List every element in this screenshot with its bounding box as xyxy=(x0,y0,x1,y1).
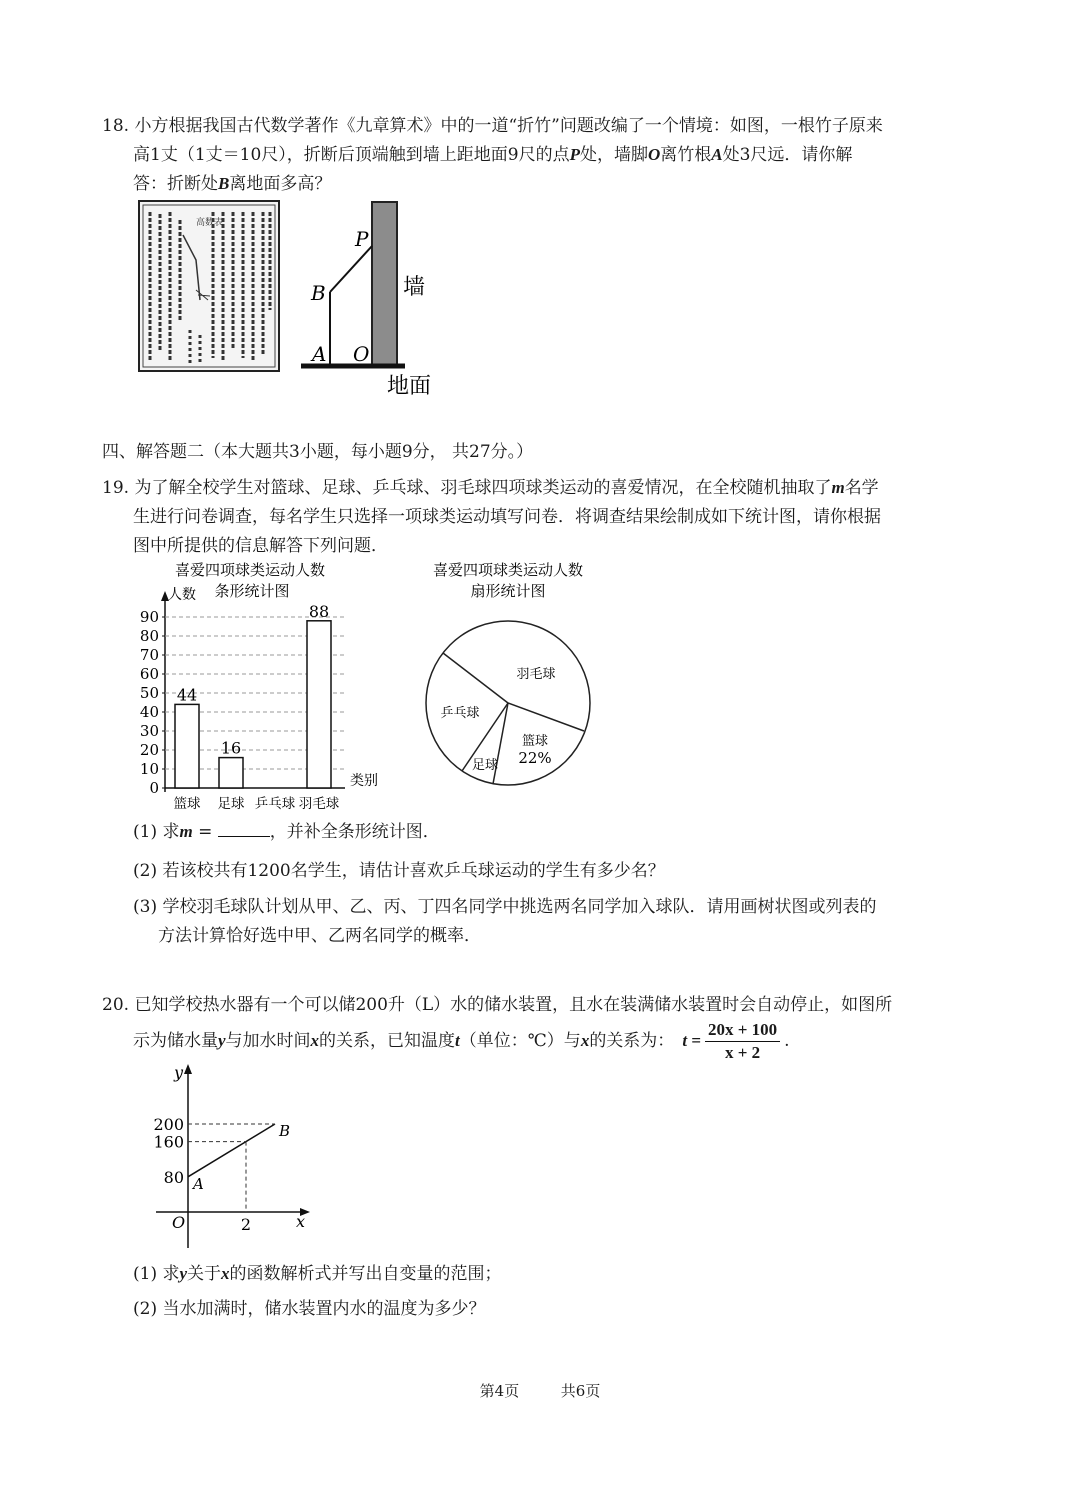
bar-y-tick-label: 80 xyxy=(139,627,159,645)
axis-y-label: y xyxy=(174,1063,184,1082)
answer-blank[interactable] xyxy=(218,820,270,837)
bar-category-label: 篮球 xyxy=(173,796,201,812)
var-y-2: y xyxy=(179,1264,188,1283)
x-tick-label: 2 xyxy=(240,1215,252,1234)
var-y: y xyxy=(218,1031,226,1050)
q19-text-2: 生进行问卷调查，每名学生只选择一项球类运动填写问卷．将调查结果绘制成如下统计图，请你根据 xyxy=(133,507,881,527)
label-a: A xyxy=(312,342,327,366)
q19-sub3-text-a: (3) 学校羽毛球队计划从甲、乙、丙、丁四名同学中挑选两名同学加入球队．请用画树状图或列表的 xyxy=(133,897,877,917)
q19-sub-3 xyxy=(133,893,876,921)
q20-line-1 xyxy=(102,991,892,1019)
q20-sub-1 xyxy=(133,1260,502,1288)
y-tick-label: 80 xyxy=(163,1167,184,1187)
bar-category-label: 乒乓球 xyxy=(254,796,296,812)
q18-text-1: 18. 小方根据我国古代数学著作《九章算术》中的一道“折竹”问题改编了一个情境：如图，一根竹子原来 xyxy=(102,116,883,136)
var-m-2: m xyxy=(179,822,193,841)
y-axis-arrow xyxy=(184,1064,192,1074)
bar-y-tick-label: 40 xyxy=(139,703,159,721)
bar-y-tick-label: 0 xyxy=(149,779,159,797)
pie-label-football: 足球 xyxy=(471,758,499,773)
q19-text-1b: 名学 xyxy=(844,478,879,498)
origin-label: O xyxy=(172,1213,186,1232)
pie-chart-title: 喜爱四项球类运动人数 xyxy=(432,561,584,579)
var-o: O xyxy=(647,145,661,164)
pie-divider-2 xyxy=(508,703,584,731)
q19-line-2 xyxy=(133,503,881,531)
q18-text-3b: 离地面多高？ xyxy=(229,174,332,194)
bar-chart-xlabel: 类别 xyxy=(350,773,378,789)
bar-y-tick-label: 30 xyxy=(139,722,159,740)
q18-line-1 xyxy=(102,112,883,140)
q19-sub1-text-b: ，并补全条形统计图． xyxy=(269,822,440,842)
y-tick-label: 160 xyxy=(153,1132,184,1152)
var-x: x xyxy=(310,1031,320,1050)
var-a: A xyxy=(711,145,723,164)
q19-sub2-text: (2) 若该校共有1200名学生，请估计喜欢乒乓球运动的学生有多少名？ xyxy=(133,861,665,881)
fraction-numerator: 20x + 100 xyxy=(705,1019,780,1042)
bar-plot-area xyxy=(140,591,345,812)
var-x-2: x xyxy=(580,1031,590,1050)
q20-line-2 xyxy=(133,1017,790,1065)
fraction-denominator: x + 2 xyxy=(724,1043,761,1062)
page-footer xyxy=(0,1380,1080,1401)
bar-value-label: 88 xyxy=(308,601,330,621)
pie-divider-1 xyxy=(443,653,508,703)
var-x-3: x xyxy=(221,1264,230,1283)
label-ground: 地面 xyxy=(387,374,432,399)
bar-chart-ylabel: 人数 xyxy=(168,587,196,603)
axis-x-label: x xyxy=(296,1212,306,1231)
q19-sub1-text-a: (1) 求 xyxy=(133,822,180,842)
q20-text-2d: （单位：℃）与 xyxy=(459,1031,581,1051)
eq-lhs: t = xyxy=(682,1031,701,1050)
line-segment-ab xyxy=(188,1124,275,1177)
section-4-title xyxy=(102,438,533,466)
pie-label-basketball: 篮球 xyxy=(521,734,549,749)
bar-y-tick-label: 20 xyxy=(139,741,159,759)
point-label-b: B xyxy=(279,1122,291,1140)
q20-sub2-text: (2) 当水加满时，储水装置内水的温度为多少？ xyxy=(133,1299,486,1319)
wall xyxy=(372,202,397,366)
bar-chart-subtitle: 条形统计图 xyxy=(214,582,290,600)
footer-page: 第4页 xyxy=(479,1382,520,1400)
label-o: O xyxy=(353,342,370,366)
bar xyxy=(175,704,199,788)
q20-sub-2 xyxy=(133,1295,485,1323)
var-p: P xyxy=(569,145,580,164)
q20-text-2c: 的关系，已知温度 xyxy=(319,1031,456,1051)
label-wall: 墙 xyxy=(403,275,426,300)
q20-text-1: 20. 已知学校热水器有一个可以储200升（L）水的储水装置，且水在装满储水装置时会自动停止，如图所 xyxy=(102,995,893,1015)
bar-y-tick-label: 60 xyxy=(139,665,159,683)
q20-sub1-text-c: 的函数解析式并写出自变量的范围； xyxy=(229,1264,502,1284)
footer-total: 共6页 xyxy=(560,1382,601,1400)
line-graph xyxy=(150,1062,320,1254)
q18-line-2 xyxy=(133,141,852,169)
pie-label-pingpong: 乒乓球 xyxy=(440,706,480,721)
bar-category-label: 羽毛球 xyxy=(298,796,340,812)
q19-text-3: 图中所提供的信息解答下列问题． xyxy=(133,536,388,556)
q18-text-2b: 处，墙脚 xyxy=(579,145,648,165)
q20-text-2a: 示为储水量 xyxy=(133,1031,218,1051)
bar-y-tick-label: 70 xyxy=(139,646,159,664)
var-b: B xyxy=(218,174,230,193)
q20-sub1-text-b: 关于 xyxy=(187,1264,222,1284)
bar-value-label: 16 xyxy=(220,738,242,758)
var-m: m xyxy=(831,478,845,497)
fraction xyxy=(705,1019,780,1064)
pie-chart-subtitle: 扇形统计图 xyxy=(470,582,546,600)
bar-chart xyxy=(130,555,400,817)
y-tick-label: 200 xyxy=(153,1115,184,1134)
label-b: B xyxy=(311,281,326,305)
q19-sub3-text-b: 方法计算恰好选中甲、乙两名同学的概率． xyxy=(158,926,481,946)
q18-line-3 xyxy=(133,170,331,198)
bar-category-label: 足球 xyxy=(217,796,245,812)
var-t: t xyxy=(455,1031,460,1050)
eq-end: . xyxy=(784,1031,790,1051)
bar xyxy=(307,621,331,788)
pie-label-badminton: 羽毛球 xyxy=(516,667,556,682)
bar xyxy=(219,758,243,788)
q19-sub-2 xyxy=(133,857,665,885)
bar-value-label: 44 xyxy=(176,685,198,705)
q19-line-1 xyxy=(102,474,879,502)
q20-text-2b: 与加水时间 xyxy=(225,1031,311,1051)
bar-chart-title: 喜爱四项球类运动人数 xyxy=(174,561,326,579)
bamboo-wall-diagram xyxy=(295,196,445,406)
q18-text-2c: 离竹根 xyxy=(660,145,712,165)
q19-sub-1 xyxy=(133,818,440,846)
bar-y-tick-label: 10 xyxy=(139,760,159,778)
q20-sub1-text-a: (1) 求 xyxy=(133,1264,180,1284)
bar-y-tick-label: 90 xyxy=(139,608,159,626)
q19-text-1a: 19. 为了解全校学生对篮球、足球、乒乓球、羽毛球四项球类运动的喜爱情况，在全校随机抽取了 xyxy=(102,478,832,498)
q18-text-2d: 处3尺远．请你解 xyxy=(722,145,853,165)
label-p: P xyxy=(355,227,369,251)
point-label-a: A xyxy=(193,1174,204,1193)
bamboo-upper xyxy=(330,246,372,292)
bar-y-tick-label: 50 xyxy=(139,684,159,702)
svg-text:高数表: 高数表 xyxy=(196,218,224,228)
q19-sub-3-cont xyxy=(158,922,481,950)
q18-text-2a: 高1丈（1丈＝10尺），折断后顶端触到墙上距地面9尺的点 xyxy=(133,145,570,165)
pie-chart xyxy=(410,555,610,795)
pie-label-basketball-percent: 22% xyxy=(518,749,552,767)
q19-sub1-eq: = xyxy=(192,822,218,842)
section-4-title-text: 四、解答题二（本大题共3小题，每小题9分， 共27分。） xyxy=(102,442,534,462)
ancient-book-image xyxy=(138,200,280,372)
q20-text-2e: 的关系为： xyxy=(589,1031,675,1051)
q18-text-3a: 答：折断处 xyxy=(133,174,218,194)
